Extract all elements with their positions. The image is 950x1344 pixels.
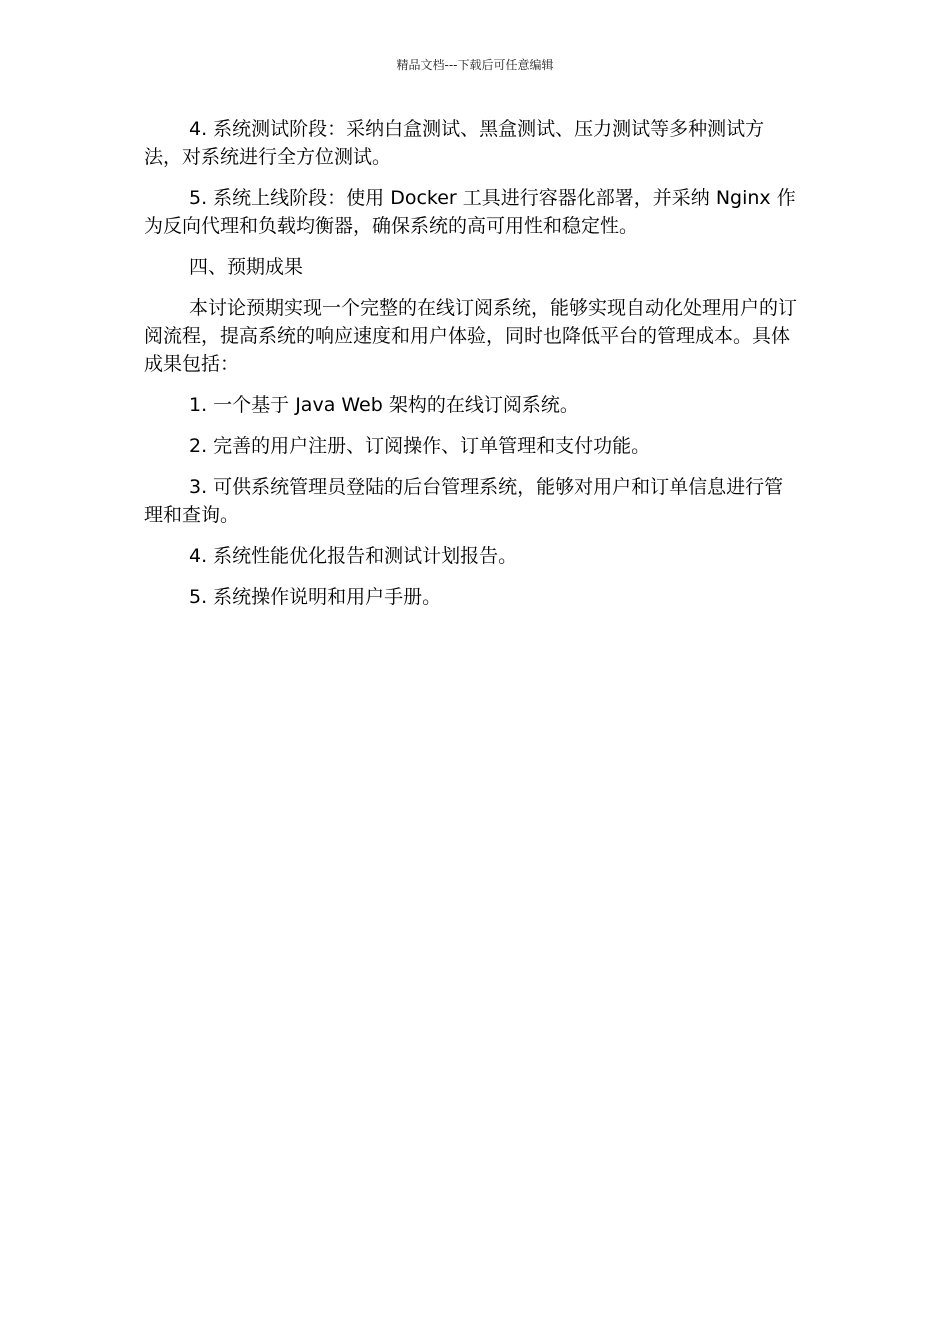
section-heading-expected-results: 四、预期成果 bbox=[189, 256, 304, 278]
paragraph-expected-results-intro: 本讨论预期实现一个完整的在线订阅系统，能够实现自动化处理用户的订阅流程，提高系统的响应速度和用户体验，同时也降低平台的管理成本。具体成果包括： bbox=[144, 297, 798, 375]
result-item-4: 4. 系统性能优化报告和测试计划报告。 bbox=[189, 545, 518, 567]
paragraph-testing-phase: 4. 系统测试阶段：采纳白盒测试、黑盒测试、压力测试等多种测试方法，对系统进行全方位测试。 bbox=[144, 118, 765, 168]
document-body bbox=[144, 115, 798, 624]
result-item-2: 2. 完善的用户注册、订阅操作、订单管理和支付功能。 bbox=[189, 435, 651, 457]
result-item-1: 1. 一个基于 Java Web 架构的在线订阅系统。 bbox=[189, 394, 579, 416]
paragraph-launch-phase: 5. 系统上线阶段：使用 Docker 工具进行容器化部署，并采纳 Nginx 作为反向代理和负载均衡器，确保系统的高可用性和稳定性。 bbox=[144, 187, 796, 237]
result-item-3: 3. 可供系统管理员登陆的后台管理系统，能够对用户和订单信息进行管理和查询。 bbox=[144, 476, 784, 526]
result-item-5: 5. 系统操作说明和用户手册。 bbox=[189, 586, 442, 608]
page-header: 精品文档---下载后可任意编辑 bbox=[396, 58, 554, 72]
